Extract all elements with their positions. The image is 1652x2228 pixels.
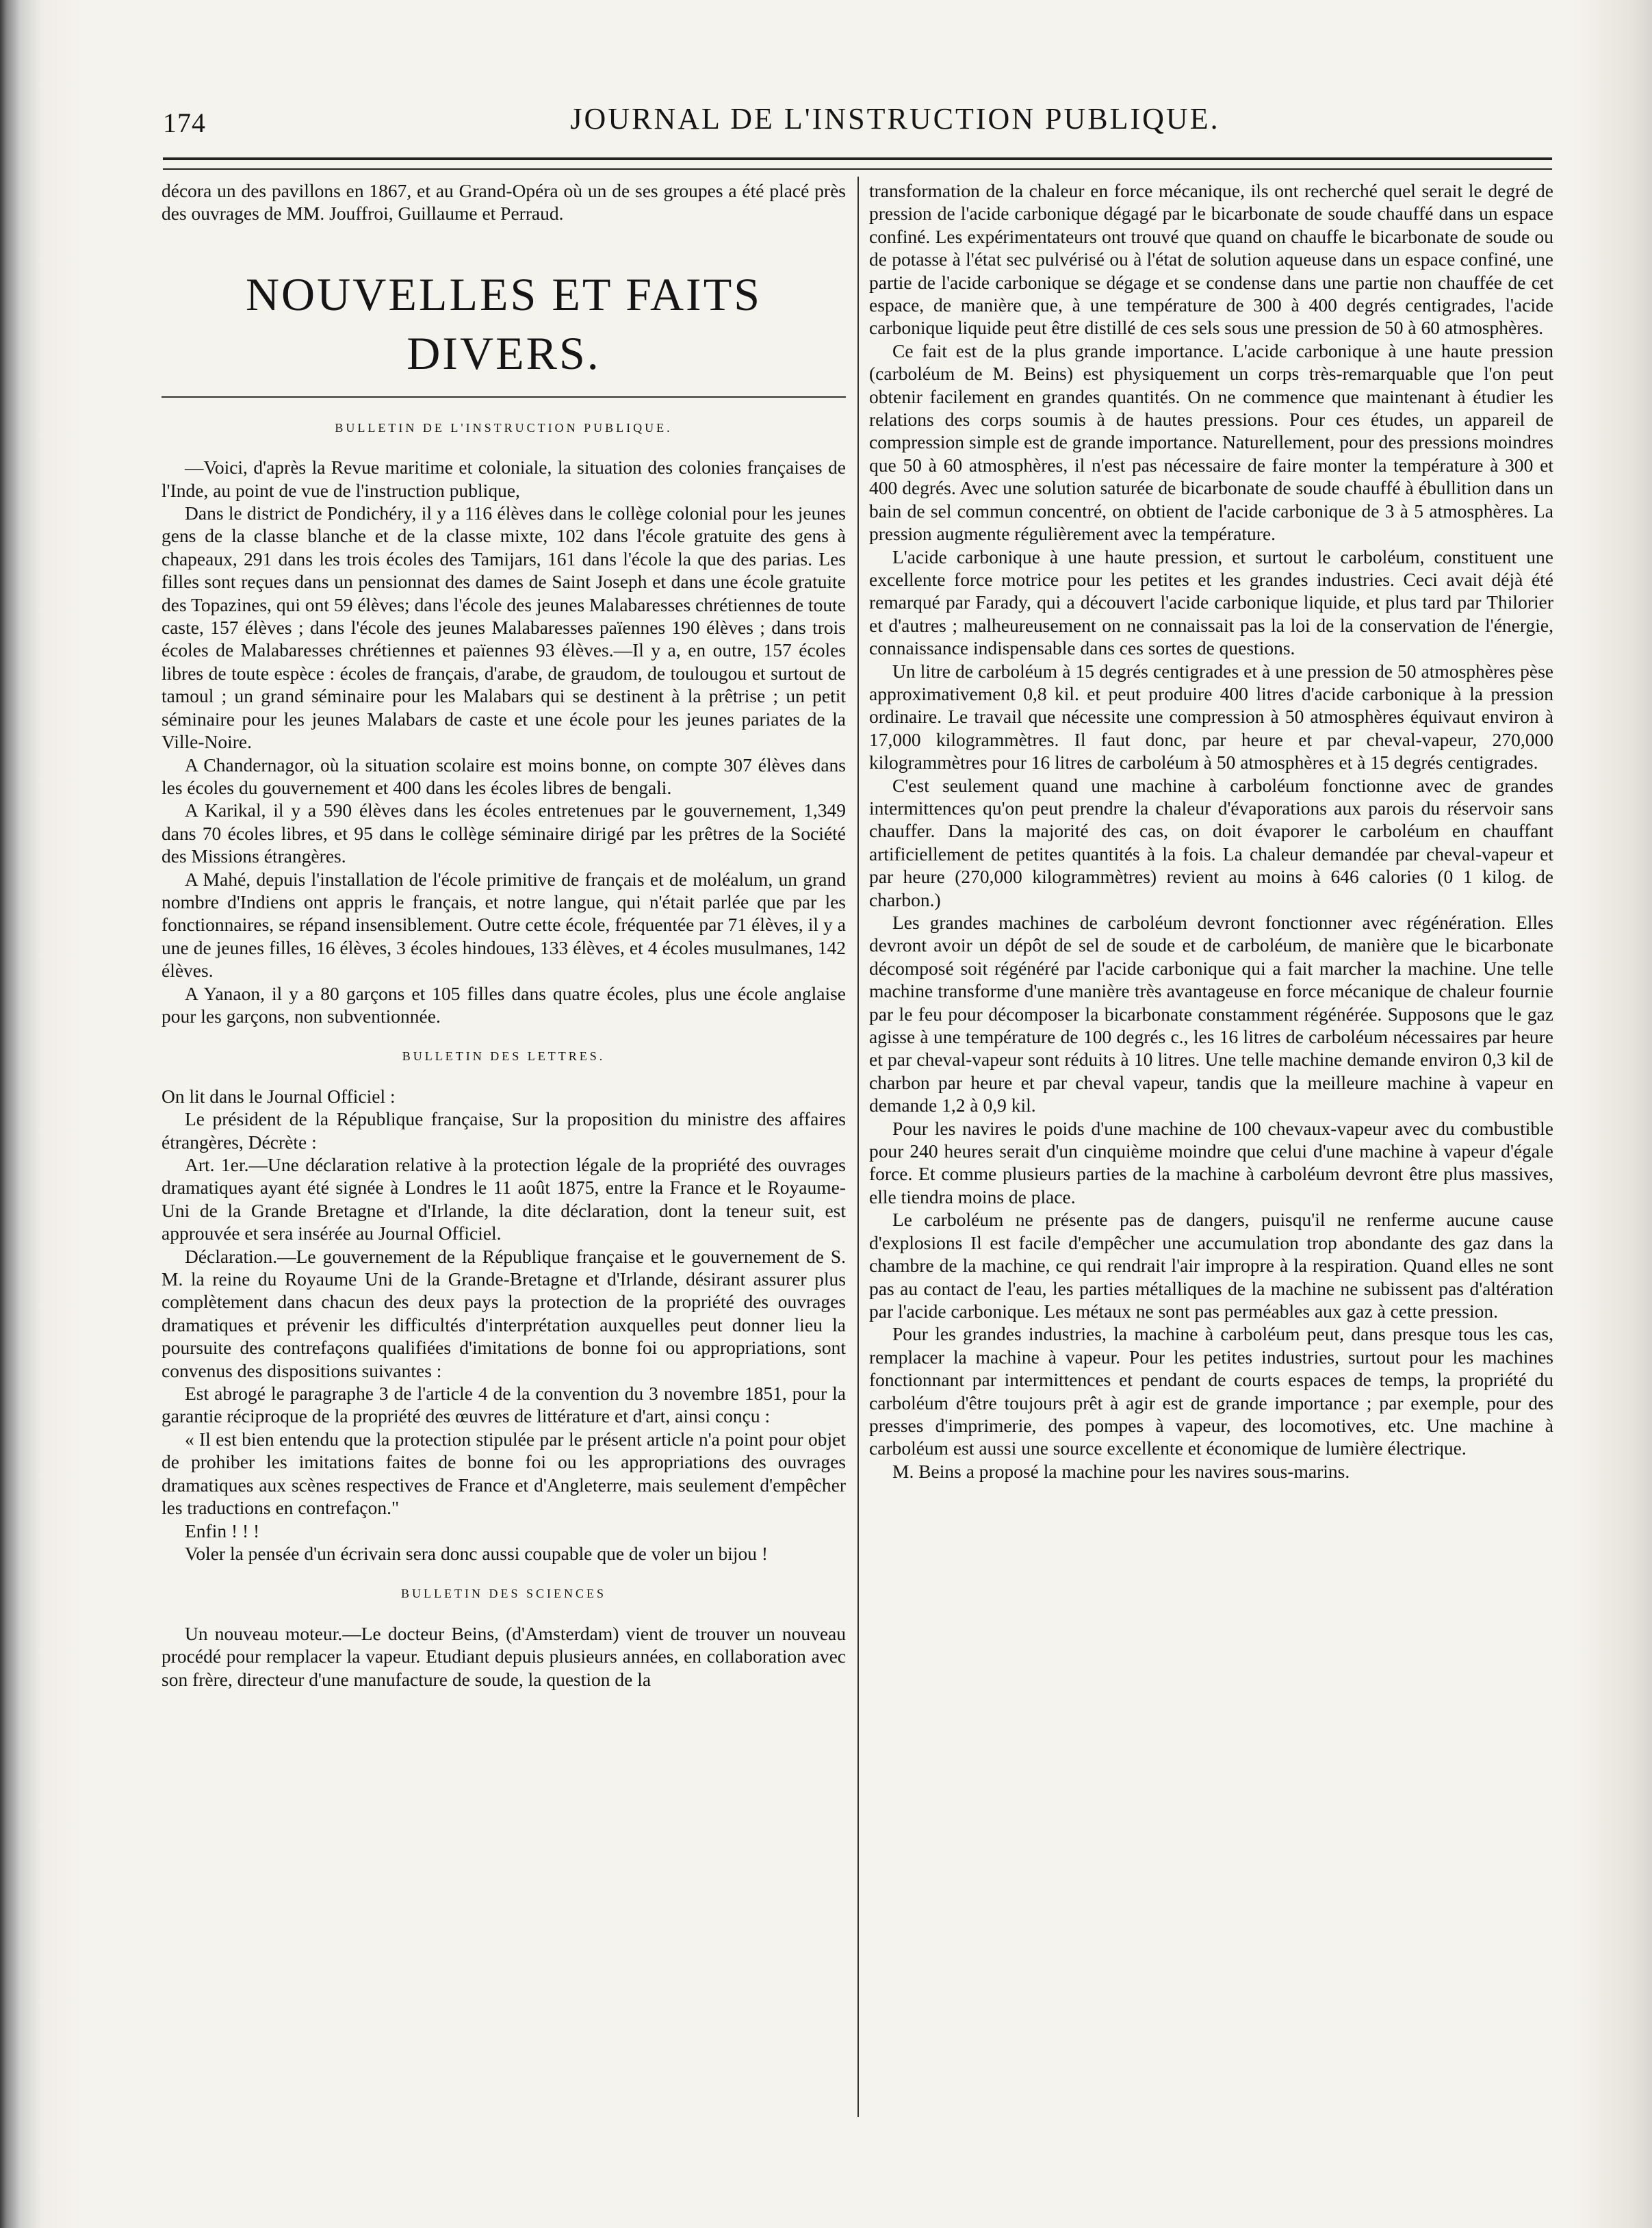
- paragraph: transformation de la chaleur en force mécanique, ils ont recherché quel serait le degré de pression de l'acide carbonique dégagé par le bicarbonate de soude chauffé dans un espace confiné. Les expérimentateurs ont trouvé que quand on chauffe le bicarbonate de soude ou de potasse à l'état sec pulvérisé ou à l'état de solution aqueuse dans un espace confiné, une partie de l'acide carbonique se dégage et se condense dans une partie non chauffée de cet espace, de manière que, à une température de 300 à 400 degrés centigrades, l'acide carbonique liquide peut être distillé de ces sels sous une pression de 50 à 60 atmosphères.: [869, 180, 1553, 339]
- paragraph: Dans le district de Pondichéry, il y a 116 élèves dans le collège colonial pour les jeunes gens de la classe blanche et de la classe mixte, 102 dans l'école gratuite des gens à chapeaux, 291 dans les trois écoles des Tamijars, 161 dans l'école la que des parias. Les filles sont reçues dans un pensionnat des dames de Saint Joseph et dans une école gratuite des Topazines, qui ont 59 élèves; dans l'école des jeunes Malabaresses chrétiennes de toute caste, 157 élèves ; dans l'école des jeunes Malabaresses païennes 190 élèves ; dans trois écoles de Malabaresses chrétiennes et païennes 93 élèves.—Il y a, en outre, 157 écoles libres de toute espèce : écoles de français, d'arabe, de graudom, de toulougou et surtout de tamoul ; un grand séminaire pour les Malabars qui se destinent à la prêtrise ; un petit séminaire pour les jeunes Malabars de caste et une école pour les jeunes pariates de la Ville-Noire.: [162, 502, 846, 753]
- bulletin-heading: BULLETIN DE L'INSTRUCTION PUBLIQUE.: [335, 420, 673, 435]
- right-column: [869, 179, 1553, 1483]
- paragraph: Un litre de carboléum à 15 degrés centigrades et à une pression de 50 atmosphères pèse approximativement 0,8 kil. et peut produire 400 litres d'acide carbonique à la pression ordinaire. Le travail que nécessite une compression à 50 atmosphères équivaut environ à 17,000 kilogrammètres. Il faut donc, par heure et par cheval-vapeur, 270,000 kilogrammètres pour 16 litres de carboléum à 50 atmosphères et à 15 degrés centigrades.: [869, 660, 1553, 773]
- paragraph: Voler la pensée d'un écrivain sera donc aussi coupable que de voler un bijou !: [185, 1542, 769, 1564]
- column-divider: [857, 177, 859, 2117]
- bulletin-heading: BULLETIN DES SCIENCES: [401, 1587, 606, 1601]
- paragraph: Le carboléum ne présente pas de dangers, puisqu'il ne renferme aucune cause d'explosions Il est facile d'empêcher une accumulation trop abondante des gaz dans la chambre de la machine, ce qui rendrait l'air impropre à la respiration. Quand elles ne sont pas au contact de l'eau, les parties métalliques de la machine ne subissent pas d'altération par l'acide carbonique. Les métaux ne sont pas perméables aux gaz à cette pression.: [869, 1209, 1553, 1322]
- paragraph: Le président de la République française, Sur la proposition du ministre des affaires étrangères, Décrète :: [162, 1108, 846, 1153]
- paragraph: Est abrogé le paragraphe 3 de l'article 4 de la convention du 3 novembre 1851, pour la garantie réciproque de la propriété des œuvres de littérature et d'art, ainsi conçu :: [162, 1383, 846, 1427]
- paragraph: Art. 1er.—Une déclaration relative à la protection légale de la propriété des ouvrages dramatiques ayant été signée à Londres le 11 août 1875, entre la France et le Royaume-Uni de la Grande Bretagne et d'Irlande, la dite déclaration, dont la teneur suit, est approuvée et sera insérée au Journal Officiel.: [162, 1154, 846, 1244]
- paragraph: Un nouveau moteur.—Le docteur Beins, (d'Amsterdam) vient de trouver un nouveau procédé pour remplacer la vapeur. Etudiant depuis plusieurs années, en collaboration avec son frère, directeur d'une manufacture de soude, la question de la: [162, 1622, 846, 1690]
- paragraph: Enfin ! ! !: [185, 1520, 260, 1541]
- paragraph: Les grandes machines de carboléum devront fonctionner avec régénération. Elles devront avoir un dépôt de sel de soude et de carboléum, de manière que le bicarbonate décomposé soit régénéré par l'acide carbonique qui a fait marcher la machine. Une telle machine transforme d'une manière très avantageuse en force mécanique de chaleur fournie par le feu pour décomposer la bicarbonate constamment régénérée. Supposons que le gaz agisse à une température de 100 degrés c., les 16 litres de carboléum nécessaires par heure et par cheval-vapeur sont réduits à 10 litres. Une telle machine demande environ 0,3 kil de charbon par heure et par cheval vapeur, tandis que la meilleure machine à vapeur en demande 1,2 à 0,9 kil.: [869, 912, 1553, 1116]
- left-column: [162, 179, 846, 1691]
- paragraph: Ce fait est de la plus grande importance. L'acide carbonique à une haute pression (carboléum de M. Beins) est physiquement un corps très-remarquable que l'on peut obtenir facilement en grandes quantités. On ne commence que maintenant à étudier les relations des corps soumis à de hautes pressions. Pour ces études, un appareil de compression simple est de grande importance. Naturellement, pour des pressions moindres que 50 à 60 atmosphères, il n'est pas nécessaire de faire monter la température à 300 et 400 degrés. Avec une solution saturée de bicarbonate de soude chauffé à ébullition dans un bain de sel commun concentré, on obtient de l'acide carbonique de 3 à 5 atmosphères. La pression augmente régulièrement avec la température.: [869, 340, 1553, 545]
- paragraph: Pour les navires le poids d'une machine de 100 chevaux-vapeur avec du combustible pour 240 heures serait d'un cinquième moindre que celui d'une machine à vapeur d'égale force. Et comme plusieurs parties de la machine à carboléum devront être plus massives, elle tiendra moins de place.: [869, 1117, 1553, 1207]
- paragraph: A Mahé, depuis l'installation de l'école primitive de français et de moléalum, un grand nombre d'Indiens ont appris le français, et notre langue, qui n'était parlée que par les fonctionnaires, se répand insensiblement. Outre cette école, fréquentée par 71 élèves, il y a une de jeunes filles, 16 élèves, 3 écoles hindoues, 133 élèves, et 4 écoles musulmanes, 142 élèves.: [162, 868, 846, 982]
- paragraph: C'est seulement quand une machine à carboléum fonctionne avec de grandes intermittences qu'on peut prendre la chaleur d'évaporations aux parois du réservoir sans chauffer. Dans la majorité des cas, on doit évaporer le carboléum en chauffant artificiellement de petites quantités à la fois. La chaleur demandée par cheval-vapeur et par heure (270,000 kilogrammètres) revient au moins à 646 calories (0 1 kilog. de charbon.): [869, 774, 1553, 910]
- paragraph: Pour les grandes industries, la machine à carboléum peut, dans presque tous les cas, remplacer la machine à vapeur. Pour les petites industries, surtout pour les machines fonctionnant par intermittences et pendant de courts espaces de temps, la propriété du carboléum d'être toujours prêt à agir est de grande importance ; par exemple, pour des presses d'imprimerie, des pompes à vapeur, des locomotives, etc. Une machine à carboléum est aussi une source excellente et économique de lumière électrique.: [869, 1323, 1553, 1459]
- paragraph: M. Beins a proposé la machine pour les navires sous-marins.: [892, 1460, 1350, 1482]
- paragraph: A Chandernagor, où la situation scolaire est moins bonne, on compte 307 élèves dans les écoles du gouvernement et 400 dans les écoles libres de bengali.: [162, 754, 846, 798]
- paragraph: A Karikal, il y a 590 élèves dans les écoles entretenues par le gouvernement, 1,349 dans 70 écoles libres, et 95 dans le collège séminaire dirigé par les prêtres de la Société des Missions étrangères.: [162, 799, 846, 867]
- page-number: 174: [163, 107, 206, 138]
- paragraph: L'acide carbonique à une haute pression, et surtout le carboléum, constituent une excellente force motrice pour les petites et les grandes industries. Ceci avait déjà été remarqué par Farady, qui a découvert l'acide carbonique liquide, et plus tard par Thilorier et d'autres ; malheureusement on ne connaissait pas la loi de la conservation de l'énergie, connaissance indispensable dans ces sortes de questions.: [869, 546, 1553, 659]
- paragraph: On lit dans le Journal Officiel :: [162, 1085, 396, 1107]
- paragraph: A Yanaon, il y a 80 garçons et 105 filles dans quatre écoles, plus une école anglaise pour les garçons, non subventionnée.: [162, 982, 846, 1027]
- paragraph: décora un des pavillons en 1867, et au Grand-Opéra où un de ses groupes a été placé près des ouvrages de MM. Jouffroi, Guillaume et Perraud.: [162, 180, 846, 225]
- bulletin-heading: BULLETIN DES LETTRES.: [402, 1049, 606, 1064]
- paragraph: —Voici, d'après la Revue maritime et coloniale, la situation des colonies françaises de l'Inde, au point de vue de l'instruction publique,: [162, 457, 846, 501]
- running-title: JOURNAL DE L'INSTRUCTION PUBLIQUE.: [570, 102, 1220, 136]
- page-header: [163, 101, 1559, 142]
- paragraph: Déclaration.—Le gouvernement de la République française et le gouvernement de S. M. la reine du Royaume Uni de la Grande-Bretagne et d'Irlande, désirant assurer plus complètement dans chacun des deux pays la protection de la propriété des ouvrages dramatiques et prévenir les difficultés d'interprétation auxquelles peut donner lieu la poursuite des contrefaçons qualifiées d'imitations de bonne foi ou appropriations, sont convenus des dispositions suivantes :: [162, 1245, 846, 1381]
- header-rule: [163, 157, 1552, 170]
- paragraph: « Il est bien entendu que la protection stipulée par le présent article n'a point pour objet de prohiber les imitations faites de bonne foi ou les appropriations des ouvrages dramatiques aux scènes respectives de France et d'Angleterre, mais seulement d'empêcher les traductions en contrefaçon.": [162, 1428, 846, 1519]
- section-title: NOUVELLES ET FAITS DIVERS.: [162, 265, 846, 398]
